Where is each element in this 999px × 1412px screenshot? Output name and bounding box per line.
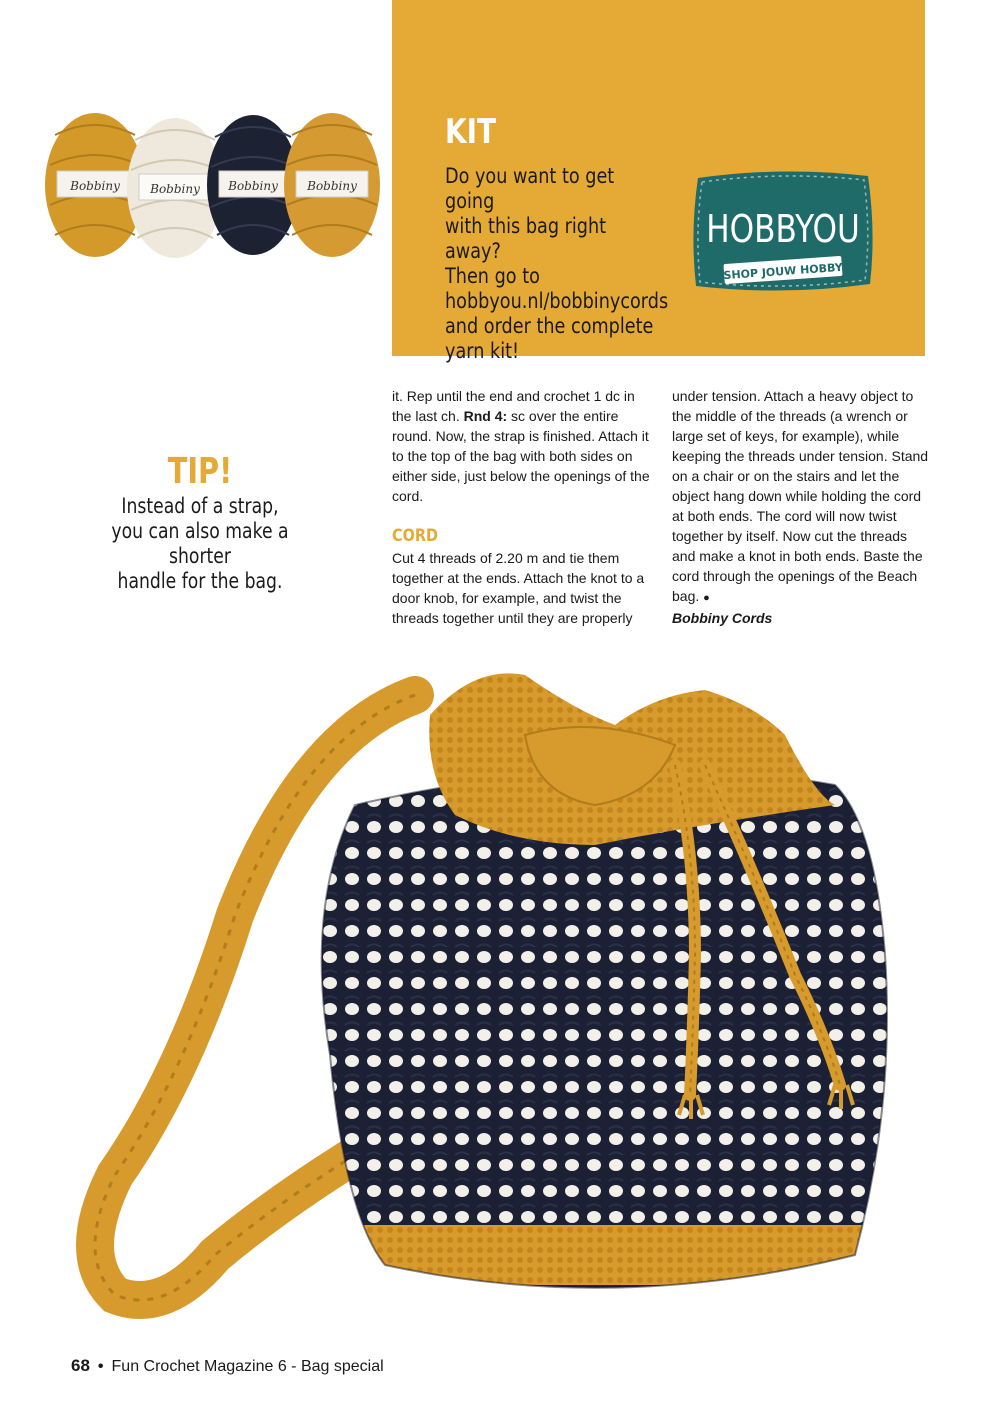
round-4-label: Rnd 4: [463, 408, 508, 424]
cord-heading: CORD [392, 526, 439, 546]
strap-text-start: it. Rep until the end and crochet 1 dc in the last ch. [392, 388, 635, 424]
svg-text:Bobbiny: Bobbiny [70, 179, 120, 193]
kit-box [392, 0, 925, 363]
cord-paragraph-continued [672, 386, 930, 608]
cord-paragraph: Cut 4 threads of 2.20 m and tie them together at the ends. Attach the knot to a door knob, for example, and twist the threads together until they are properly [392, 550, 645, 626]
svg-text:Bobbiny: Bobbiny [228, 179, 278, 193]
cord-text-continued: under tension. Attach a heavy object to the middle of the threads (a wrench or large set of keys, for example), while keeping the threads under tension. Stand on a chair or on the stairs and let the object hang down while holding the cord at both ends. The cord will now twist together by itself. Now cut the threads and make a knot in both ends. Baste the cord through the openings of the Beach bag. [672, 388, 929, 604]
hobbyou-logo [688, 166, 878, 298]
page-footer [71, 1356, 384, 1376]
svg-text:SHOP JOUW HOBBY: SHOP JOUW HOBBY [723, 260, 844, 283]
kit-title: KIT [445, 112, 497, 152]
footer-bullet: • [97, 1358, 104, 1375]
yarn-skein [284, 113, 380, 257]
signature: Bobbiny Cords [672, 610, 773, 626]
strap-text-end: sc over the entire round. Now, the strap is finished. Attach it to the top of the bag with both sides on either side, just below the openings of the cord. [392, 408, 650, 504]
crochet-bag-photo [55, 655, 915, 1320]
svg-text:Bobbiny: Bobbiny [150, 182, 200, 196]
text-column-1 [392, 386, 650, 628]
tip-text: Instead of a strap, you can also make a shorter handle for the bag. [111, 494, 289, 593]
end-mark: ● [703, 592, 710, 604]
page-number: 68 [71, 1356, 90, 1375]
publication-name: Fun Crochet Magazine 6 - Bag special [111, 1358, 384, 1375]
svg-text:HOBBYOU: HOBBYOU [706, 208, 860, 252]
text-column-2 [672, 386, 930, 628]
kit-body: Do you want to get going with this bag right away? Then go to hobbyou.nl/bobbinycords and order the complete yarn kit! [445, 164, 669, 363]
tip-title: TIP! [167, 451, 233, 492]
svg-text:Bobbiny: Bobbiny [307, 179, 357, 193]
tip-block [60, 450, 340, 594]
yarn-skeins-photo [40, 100, 390, 270]
strap-paragraph [392, 386, 650, 506]
